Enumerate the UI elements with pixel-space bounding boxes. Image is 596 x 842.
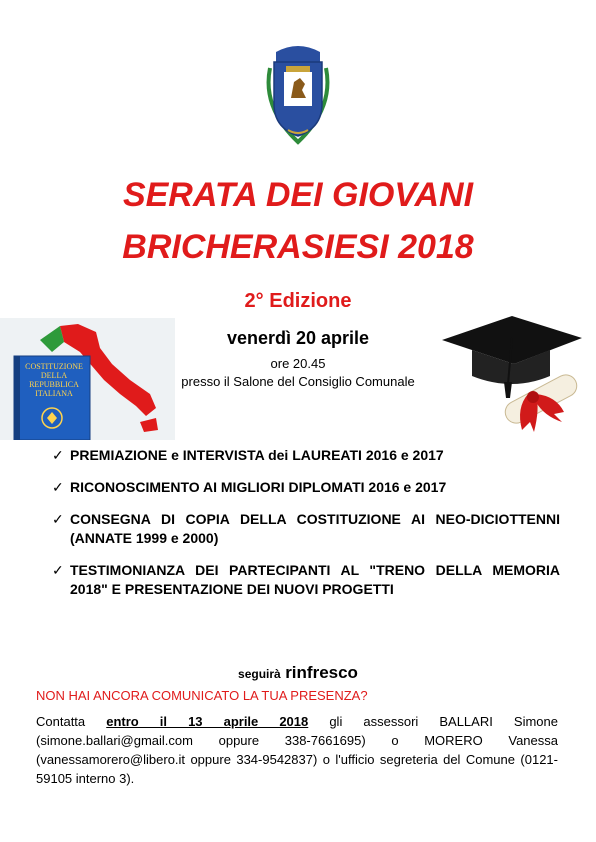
checkmark-icon: ✓ — [52, 562, 64, 578]
event-date: venerdì 20 aprile — [226, 328, 370, 348]
list-item-text: PREMIAZIONE e INTERVISTA dei LAUREATI 2016 e 2017 — [70, 447, 444, 463]
list-item — [52, 561, 560, 599]
municipal-crest-icon — [258, 38, 338, 148]
list-item — [52, 446, 560, 465]
checkmark-icon: ✓ — [52, 447, 64, 463]
list-item — [52, 510, 560, 548]
contact-prefix: Contatta — [36, 714, 86, 729]
rinfresco-label: rinfresco — [285, 663, 358, 682]
program-list — [52, 446, 560, 612]
checkmark-icon: ✓ — [52, 479, 64, 495]
refreshment-note — [0, 663, 596, 683]
rsvp-deadline: entro il 13 aprile 2018 — [106, 714, 309, 729]
title-line-2: BRICHERASIESI 2018 — [122, 228, 474, 266]
book-cover-text: COSTITUZIONE DELLA REPUBBLICA ITALIANA — [25, 362, 83, 398]
contact-details: gli assessori BALLARI Simone (simone.ballari@gmail.com oppure 338-7661695) o MORERO Vanessa (vanessamorero@libero.it oppure 334-9542837) o l'ufficio segreteria del Comune (0121-59105 interno 3). — [36, 714, 558, 786]
contact-paragraph — [36, 712, 558, 788]
title-line-1: SERATA DEI GIOVANI — [122, 176, 474, 214]
edition-label: 2° Edizione — [244, 290, 352, 312]
graduation-cap-diploma-image — [432, 312, 592, 440]
event-place: presso il Salone del Consiglio Comunale — [181, 374, 415, 389]
list-item-text: CONSEGNA DI COPIA DELLA COSTITUZIONE AI NEO-DICIOTTENNI (ANNATE 1999 e 2000) — [70, 511, 560, 546]
rsvp-question: NON HAI ANCORA COMUNICATO LA TUA PRESENZA? — [36, 688, 368, 703]
list-item-text: RICONOSCIMENTO AI MIGLIORI DIPLOMATI 2016 e 2017 — [70, 479, 447, 495]
event-time: ore 20.45 — [270, 356, 326, 371]
seguira-label: seguirà — [238, 667, 281, 681]
list-item-text: TESTIMONIANZA DEI PARTECIPANTI AL "TRENO DELLA MEMORIA 2018" E PRESENTAZIONE DEI NUOVI PROGETTI — [70, 562, 560, 597]
checkmark-icon: ✓ — [52, 511, 64, 527]
list-item — [52, 478, 560, 497]
